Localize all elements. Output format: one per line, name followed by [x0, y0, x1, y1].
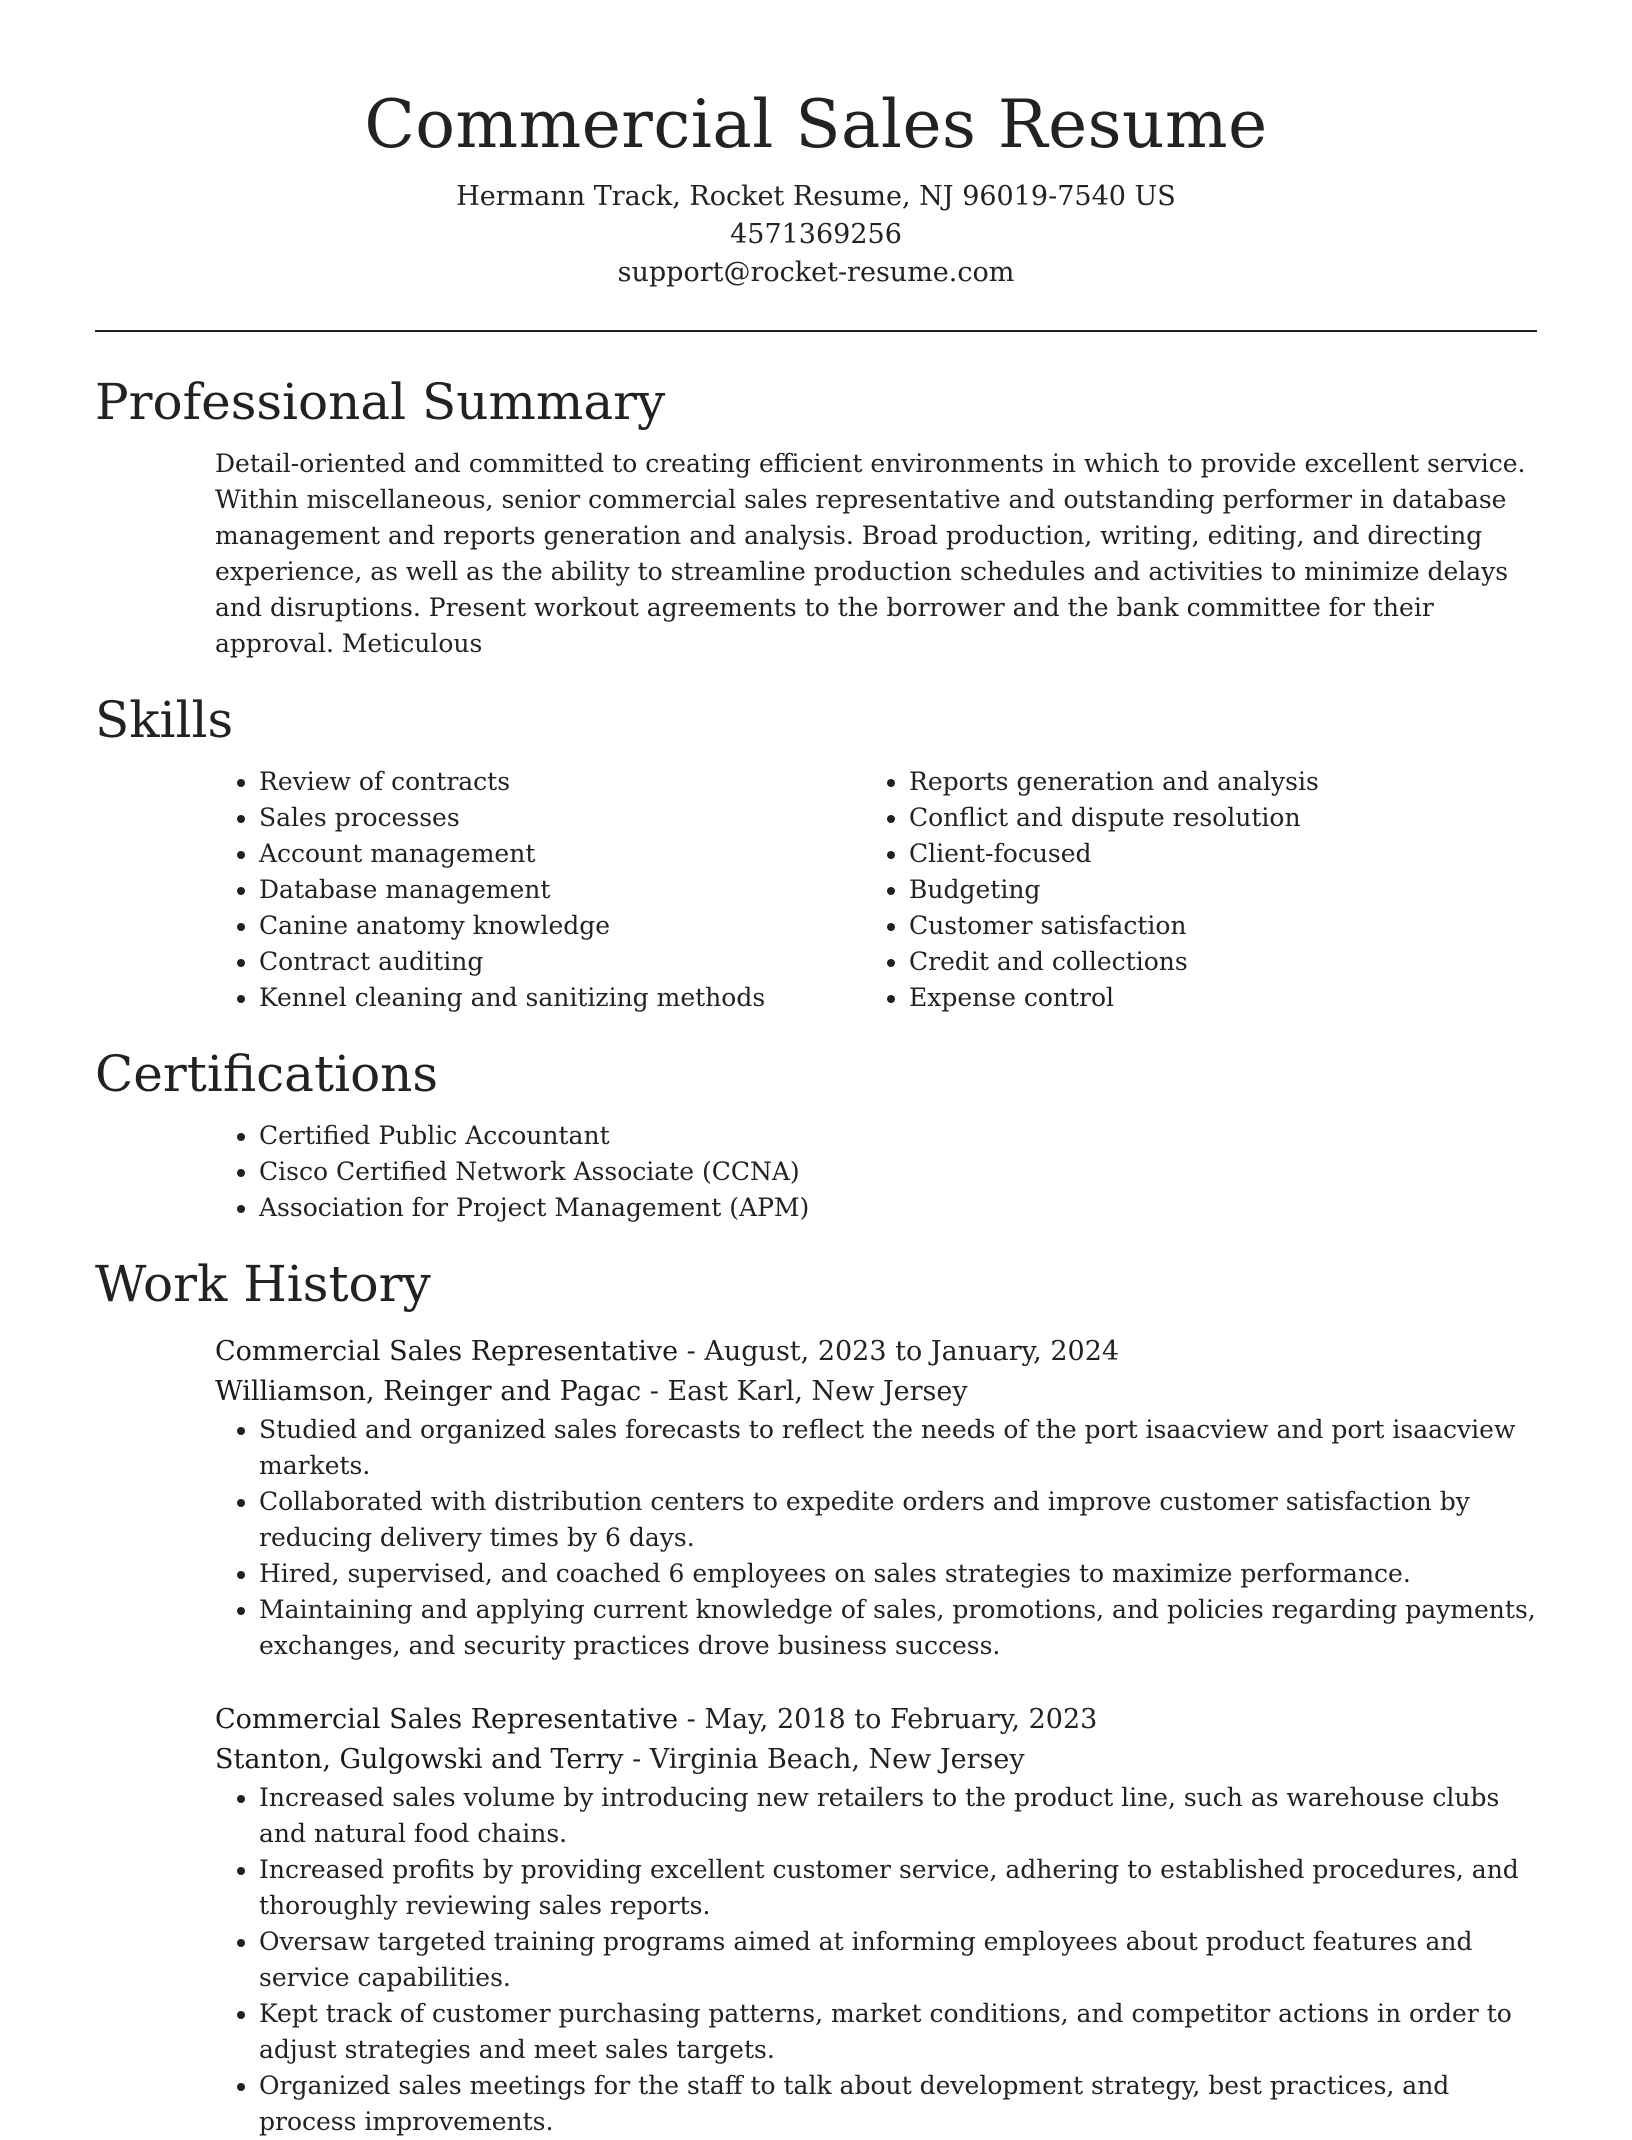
job-dates: - August, 2023 to January, 2024 [678, 1336, 1120, 1367]
job-duty-item: • Increased sales volume by introducing new retailers to the product line, such as warehouse clubs and natural food chains. [259, 1780, 1537, 1852]
certification-item: • Certified Public Accountant [259, 1118, 1537, 1154]
job-company: Stanton, Gulgowski and Terry [215, 1744, 624, 1775]
job-duty-item: • Organized sales meetings for the staff to talk about development strategy, best practices, and process improvements. [259, 2068, 1537, 2140]
skill-item: • Credit and collections [909, 944, 1515, 980]
job-duty-item: • Kept track of customer purchasing patterns, market conditions, and competitor actions in order to adjust strategies and meet sales targets. [259, 1996, 1537, 2068]
skill-item: • Canine anatomy knowledge [259, 908, 865, 944]
certifications-list [215, 1118, 1537, 1226]
certifications-heading: Certifications [95, 1045, 439, 1103]
skill-item: • Review of contracts [259, 764, 865, 800]
skill-item: • Conflict and dispute resolution [909, 800, 1515, 836]
skill-item: • Client-focused [909, 836, 1515, 872]
work-history-heading: Work History [95, 1255, 431, 1313]
job-location: - Virginia Beach, New Jersey [623, 1744, 1025, 1775]
contact-address: Hermann Track, Rocket Resume, NJ 96019-7540 US [456, 181, 1176, 212]
certifications-body [215, 1118, 1537, 1226]
resume-page [95, 0, 1537, 2140]
skills-column-right [865, 764, 1515, 1016]
job-company-line [215, 1740, 1537, 1780]
job-duty-item: • Maintaining and applying current knowledge of sales, promotions, and policies regarding payments, exchanges, and security practices drove business success. [259, 1592, 1537, 1664]
job-duty-item: • Oversaw targeted training programs aimed at informing employees about product features and service capabilities. [259, 1924, 1537, 1996]
work-history-section [95, 1252, 1537, 2140]
resume-title: Commercial Sales Resume [364, 86, 1268, 163]
contact-email: support@rocket-resume.com [617, 257, 1015, 288]
skills-section [95, 688, 1537, 1016]
job-location: - East Karl, New Jersey [641, 1376, 968, 1407]
job-duties-list [215, 1780, 1537, 2140]
skill-item: • Customer satisfaction [909, 908, 1515, 944]
contact-info [95, 178, 1537, 292]
certification-item: • Association for Project Management (APM) [259, 1190, 1537, 1226]
job-duty-item: • Increased profits by providing excellent customer service, adhering to established procedures, and thoroughly reviewing sales reports. [259, 1852, 1537, 1924]
job-duty-item: • Studied and organized sales forecasts to reflect the needs of the port isaacview and port isaacview markets. [259, 1412, 1537, 1484]
skill-item: • Kennel cleaning and sanitizing methods [259, 980, 865, 1016]
header-divider [95, 330, 1537, 332]
job-title-line [215, 1700, 1537, 1740]
certifications-section [95, 1042, 1537, 1226]
job-title-line [215, 1332, 1537, 1372]
job-entry [215, 1332, 1537, 1664]
job-duty-item: • Hired, supervised, and coached 6 employees on sales strategies to maximize performance. [259, 1556, 1537, 1592]
skills-column-left [215, 764, 865, 1016]
summary-heading: Professional Summary [95, 373, 666, 431]
skill-item: • Expense control [909, 980, 1515, 1016]
job-dates: - May, 2018 to February, 2023 [678, 1704, 1098, 1735]
job-entry [215, 1700, 1537, 2140]
skills-list-right [865, 764, 1515, 1016]
skills-heading: Skills [95, 691, 234, 749]
job-title: Commercial Sales Representative [215, 1704, 679, 1735]
resume-header [95, 0, 1537, 292]
skill-item: • Contract auditing [259, 944, 865, 980]
skill-item: • Sales processes [259, 800, 865, 836]
job-company-line [215, 1372, 1537, 1412]
summary-text: Detail-oriented and committed to creating efficient environments in which to provide excellent service. Within miscellaneous, senior commercial sales representative and outstanding performer in database management and reports generation and analysis. Broad production, writing, editing, and directing experience, as well as the ability to streamline production schedules and activities to minimize delays and disruptions. Present workout agreements to the borrower and the bank committee for their approval. Meticulous [215, 449, 1526, 658]
job-duties-list [215, 1412, 1537, 1664]
skill-item: • Database management [259, 872, 865, 908]
job-duty-item: • Collaborated with distribution centers to expedite orders and improve customer satisfaction by reducing delivery times by 6 days. [259, 1484, 1537, 1556]
job-title: Commercial Sales Representative [215, 1336, 679, 1367]
skill-item: • Budgeting [909, 872, 1515, 908]
certification-item: • Cisco Certified Network Associate (CCNA) [259, 1154, 1537, 1190]
skill-item: • Reports generation and analysis [909, 764, 1515, 800]
job-company: Williamson, Reinger and Pagac [215, 1376, 642, 1407]
summary-section [95, 370, 1537, 662]
contact-phone: 4571369256 [730, 219, 902, 250]
skills-grid [215, 764, 1537, 1016]
skill-item: • Account management [259, 836, 865, 872]
skills-list-left [215, 764, 865, 1016]
